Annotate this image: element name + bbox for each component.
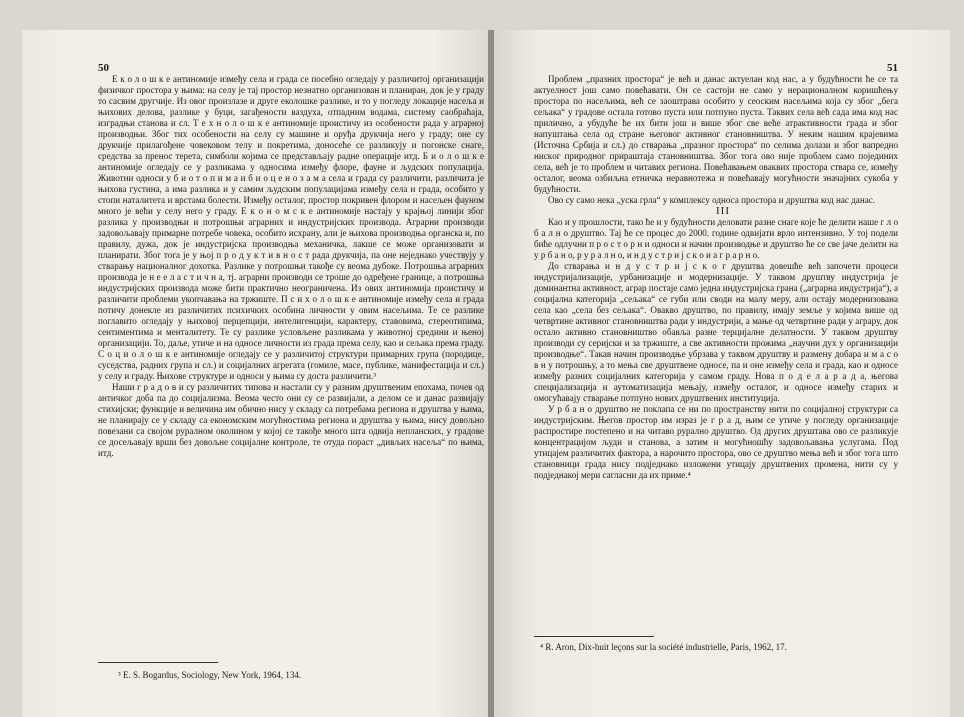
left-page (22, 30, 490, 717)
paragraph: Ово су само нека „уска грла“ у комплексу односа простора и друштва код нас данас. (548, 195, 876, 205)
paragraph: У р б а н о друштво не поклапа се ни по пространству нити по социјалној структури са индустријским. Његов простор им израз је г р а д, њим се утиче у погледу организације распростире постепено и на читаво рурално друштво. Од других друштава ово се разликује концентрацијом људи и станова, а затим и могућношћу задовољавања услугама. Под утицајем различитих фактора, а нарочито простора, ово се друштво мења већ и због тога што становници града нису подједнако изложени утицају друштвених промена, нити су у подједнакој мери сагласни да их приме.⁴ (534, 404, 898, 480)
paragraph: Е к о л о ш к е антиномије између села и града се посебно огледају у различитој организацији физичког простора у њима: на селу је тај простор незнатно организован и планиран, док је у граду то сасвим другчије. Из овог произлазе и друге еколошке разлике, и то у погледу локације насеља и њихових делова, разлике у буци, загађености ваздуха, отпадним водама, систему саобраћаја, изградњи станова и сл. Т е х н о л о ш к е антиномије проистичу из особености рада у аграрној производњи. Због тих особености на селу су машине и оруђа друкчија него у граду; оне су друкчије прилагођене човековом телу и покретима, доносеће се разликују и погонске снаге, средства за пренос терета, симболи којима се представљају радне операције итд. Б и о л о ш к е антиномије огледају се у разликама у односима између флоре, фауне и људских популација. Животни односи у б и о т о п и м а и б и о ц е н о з а м а села и града су различити, различита је њихова густина, а има разлика и у самим људским популацијама између села и града, особито у стопи наталитета и врстама болести. Између осталог, простор покривен флором и насељен фауном много је већи у селу него у граду. Е к о н о м с к е антиномије настају у крајњој линији због разлика у производњи и потрошњи аграрних и индустријских производа. Аграрни производи задовољавају примарне потребе човека, особито исхрану, али је њихова производња органска и, по правилу, дужа, док је индустријска производња механичка, лакше се може организовати и планирати. Због тога је у њој п р о д у к т и в н о с т рада друкчија, па оне неједнако учествују у стварању националног дохотка. Разлике у потрошњи такође су веома дубоке. Потрошња аграрних производа је н е е л а с т и ч н а, тј. аграрни производи се троше до одређене границе, а потрошња индустријских производа може бити практично неограничена. Из ових антиномија проистичу и различити проблеми укопчавања на тржиште. П с и х о л о ш к е антиномије између села и града потичу донекле из различитих психичких особина личности у овим насељима. Те се разлике поглавито огледају у њиховој перцепцији, интелигенцији, карактеру, ставовима, стереотипима, сентиментима и менталитету. Те су разлике условљене разликама у животној средини и њеној организацији. То, даље, утиче и на односе личности из града према селу, као и сељака према граду. С о ц и о л о ш к е антиномије огледају се у различитој структури примарних група (породице, суседства, радних група и сл.) и социјалних агрегата (гомиле, масе, публике, манифестација и сл.) у селу и граду. Њихове структуре и односи у њима су доста различити.³ (98, 74, 484, 381)
footnote-rule (98, 662, 218, 663)
page-number-right: 51 (887, 62, 898, 74)
right-page (494, 30, 950, 717)
page-number-left: 50 (98, 62, 109, 74)
paragraph: Наши г р а д о в и су различитих типова и настали су у разним друштвеним епохама, почев од античког доба па до социјализма. Веома често они су се развијали, а делом се и данас развијају стихијски; функције и величина им обично нису у складу са потребама региона и друштва у њима, не планирају се у складу са економским могућностима региона и друштва у њима, нису довољно повезани са својом руралном околином у којој се такође много шта одвија непланских, у градове се досељавају врши без довољне социјалне контроле, те отуда пораст „дивљих насеља“ по њима, итд. (98, 382, 484, 458)
footnote-rule (534, 636, 654, 637)
paragraph: До стварања и н д у с т р и ј с к о г друштва довешће већ започети процеси индустријализације, урбанизације и модернизације. У таквом друштву индустрија је доминантна активност, аграр постаје само једна индустријска грана („аграрна индустрија“), а социјална категорија „сељака“ се губи или своди на малу меру, али остају модернизована села као „села без сељака“. Овакво друштво, по правилу, имају земље у којима више од четвртине активног становништва ради у индустрији, а мање од четвртине ради у аграру, док остало активно становништво обавља разне терцијалне делатности. У таквом друштву производи су серијски и за тржиште, а све активности прожима „научни дух у организацији производње“. Такав начин производње убрзава у таквом друштву и размену добара и м а с о в н у потрошњу, а то мења све друштвене односе, па и оне између села и града, као и односе између разних социјалних категорија у самом граду. Нова п о д е л а р а д а, његова специјализација и аутоматизација мењају, између осталог, и односе између старих и омогућавају стварање потпуно нових друштвених институција. (534, 261, 898, 403)
left-page-text (98, 74, 484, 459)
footnote-right: ⁴ R. Aron, Dix-huit leçons sur la société industrielle, Paris, 1962, 17. (540, 642, 787, 652)
paragraph: Као и у прошлости, тако ће и у будућности деловати разне снаге које ће делити наше г л о б а л н о друштво. Тај ће се процес до 2000. године одвијати врло интензивно. У тој подели биће одлучни п р о с т о р н и односи и начин производње и друштво ће се све јаче делити на у р б а н о, р у р а л н о, и н д у с т р и ј с к о и а г р а р н о. (534, 217, 898, 260)
paragraph: Проблем „празних простора“ је већ и данас актуелан код нас, а у будућности ће се та актуелност још само повећавати. Он се састоји не само у нерационалном коришћењу простора по насељима, већ се заоштрава особито у сеоским насељима која су због „бега сељака“ у градове остала готово пуста или потпуно пуста. Таквих села већ сада има код нас прилично, а убудуће ће их бити још и више због све веће атрактивности града и због напуштања села од стране његовог активног становништва. У неким нашим крајевима (Источна Србија и сл.) до стварања „празног простора“ по селима долази и због вапредно нискoг природног прираштаја становништва. Због тога ово није проблем само појединих села, већ је то проблем и читавих региона. Повећавањем оваквих простора ствара се, између осталог, веома озбиљна етничка неравнотежа и повећавају могућности значајних сукоба у будућности. (534, 74, 898, 194)
right-page-text (534, 74, 898, 481)
section-heading: III (716, 205, 730, 217)
footnote-left: ³ E. S. Bogardus, Sociology, New York, 1964, 134. (118, 670, 302, 680)
